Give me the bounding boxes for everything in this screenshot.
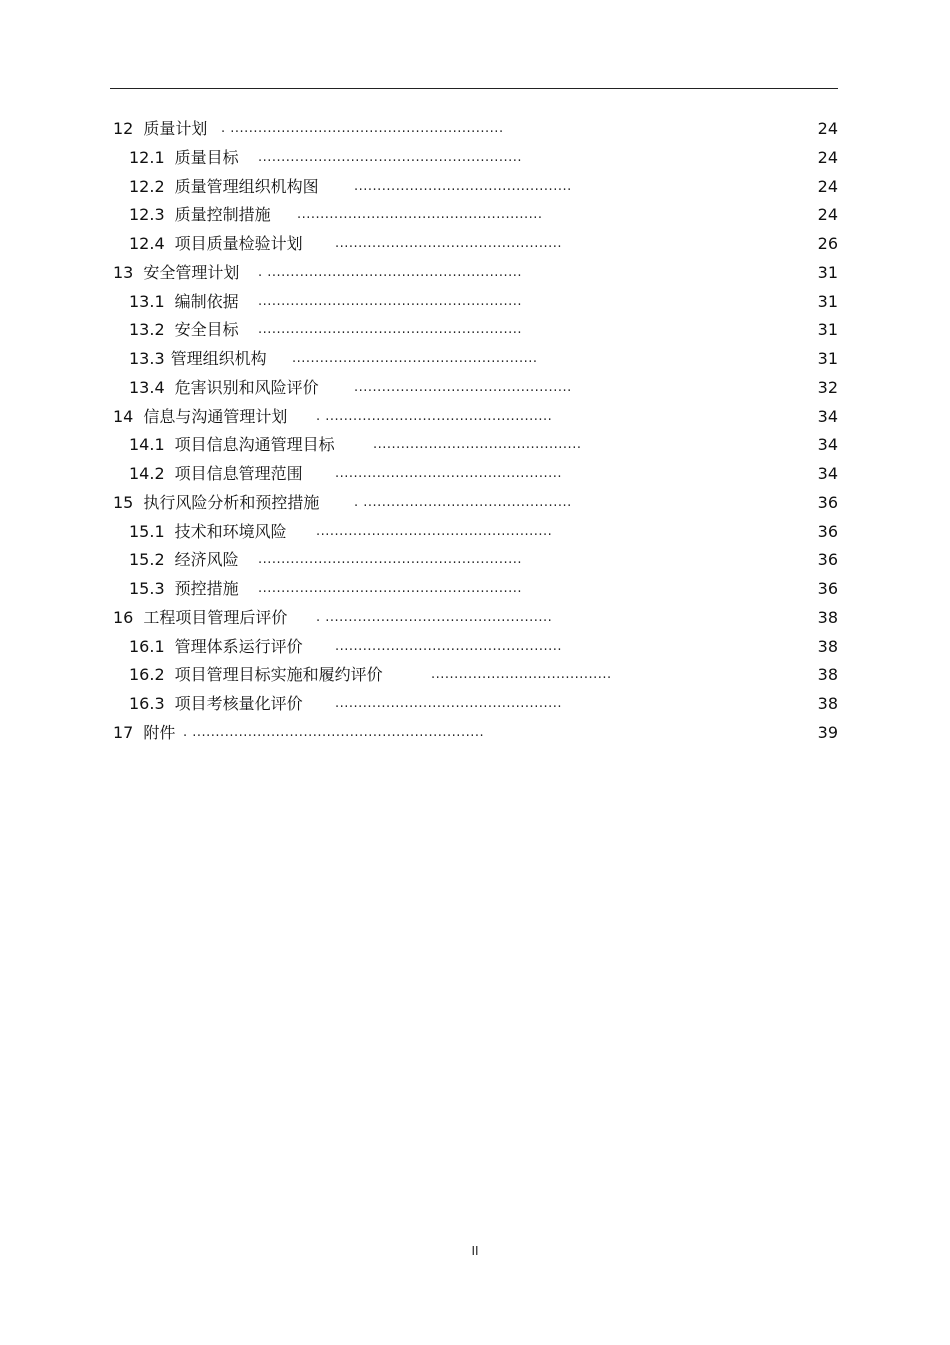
toc-entry-number: 12.2 [129,176,165,196]
toc-entry-leader: . ........................................................... [221,121,504,136]
table-of-contents [113,115,838,748]
toc-entry-title: 项目质量检验计划 [174,234,303,253]
toc-entry-number: 12 [113,119,134,138]
toc-entry-number: 14 [113,406,134,426]
toc-entry-leader: ................................................. [335,466,562,481]
toc-entry-title: 附件 [143,722,176,742]
toc-entry[interactable] [113,489,838,518]
toc-entry-title: 预控措施 [174,579,239,598]
toc-entry-page: 31 [817,320,838,340]
toc-entry[interactable] [113,115,838,144]
toc-entry[interactable] [113,690,838,719]
toc-entry[interactable] [113,719,838,748]
toc-entry-title: 工程项目管理后评价 [143,607,288,627]
toc-entry-page: 31 [817,291,838,311]
toc-entry-title: 项目管理目标实施和履约评价 [174,665,383,685]
toc-entry-number: 13 [113,262,134,282]
toc-entry[interactable] [113,604,838,633]
toc-entry-title: 技术和环境风险 [174,521,287,541]
toc-entry-page: 24 [817,176,838,196]
toc-entry-title: 项目信息管理范围 [174,464,303,483]
toc-entry-number: 14.2 [129,464,165,483]
toc-entry[interactable] [113,345,838,374]
toc-entry-page: 31 [817,262,838,282]
toc-entry-title: 质量管理组织机构图 [174,176,319,196]
toc-entry-page: 36 [817,492,838,512]
toc-entry[interactable] [113,230,838,259]
toc-entry-page: 39 [817,722,838,742]
toc-entry-leader: ..................................................... [292,351,538,366]
toc-entry-leader: ......................................................... [258,293,523,309]
toc-entry[interactable] [113,403,838,432]
toc-entry-title: 危害识别和风险评价 [174,377,319,397]
toc-entry-number: 15 [113,492,134,512]
toc-entry-title: 质量计划 [143,119,208,138]
toc-entry[interactable] [113,173,838,202]
toc-entry[interactable] [113,316,838,345]
toc-entry[interactable] [113,661,838,690]
toc-entry-page: 24 [817,205,838,225]
toc-entry-title: 质量目标 [174,147,239,167]
toc-entry-page: 34 [817,406,838,426]
toc-entry-leader: . ............................................. [354,494,572,510]
toc-entry-leader: ................................................. [335,696,562,711]
toc-entry-number: 12.3 [129,205,165,225]
toc-entry[interactable] [113,144,838,173]
toc-entry-number: 14.1 [129,435,165,455]
toc-entry-number: 16.3 [129,694,165,713]
toc-entry-leader: ......................................................... [258,149,523,165]
toc-entry-number: 13.4 [129,377,165,397]
toc-entry-leader: ............................................... [354,178,572,194]
toc-entry-number: 16 [113,607,134,627]
toc-entry-page: 24 [817,147,838,167]
toc-entry-page: 32 [817,377,838,397]
toc-entry-leader: ............................................. [373,437,582,453]
toc-entry-leader: ................................................... [316,523,553,539]
toc-entry-leader: ..................................................... [297,207,543,223]
toc-entry[interactable] [113,546,838,575]
toc-entry-leader: ................................................. [335,236,562,251]
toc-entry-leader: ............................................... [354,379,572,395]
toc-entry-page: 34 [817,435,838,455]
toc-entry-number: 13.1 [129,291,165,311]
toc-entry-number: 15.2 [129,550,165,570]
toc-entry[interactable] [113,633,838,662]
toc-entry[interactable] [113,575,838,604]
toc-entry-page: 38 [817,694,838,713]
toc-entry[interactable] [113,518,838,547]
toc-entry-page: 34 [817,464,838,483]
toc-entry-title: 项目考核量化评价 [174,694,303,713]
toc-entry-leader: ................................................. [335,638,562,654]
toc-entry-title: 项目信息沟通管理目标 [174,435,335,455]
toc-entry[interactable] [113,374,838,403]
toc-entry-title: 编制依据 [174,291,239,311]
toc-entry-leader: . ................................................. [316,408,553,424]
toc-entry-leader: ......................................................... [258,581,523,596]
toc-entry-page: 31 [817,349,838,368]
toc-entry-title: 管理体系运行评价 [174,636,303,656]
header-rule [110,88,838,89]
toc-entry[interactable] [113,431,838,460]
toc-entry-page: 36 [817,521,838,541]
toc-entry-number: 16.2 [129,665,165,685]
toc-entry-number: 13.3 [129,349,165,368]
toc-entry-leader: ......................................................... [258,322,523,338]
toc-entry-number: 17 [113,722,134,742]
toc-entry[interactable] [113,259,838,288]
toc-entry-title: 质量控制措施 [174,205,271,225]
toc-entry[interactable] [113,288,838,317]
toc-entry-number: 16.1 [129,636,165,656]
toc-entry-title: 管理组织机构 [170,349,267,368]
toc-entry-number: 12.1 [129,147,165,167]
toc-entry[interactable] [113,460,838,489]
toc-entry-leader: ....................................... [431,667,612,683]
toc-entry-title: 信息与沟通管理计划 [143,406,288,426]
toc-entry-number: 15.3 [129,579,165,598]
toc-entry-title: 安全目标 [174,320,239,340]
toc-entry-page: 26 [817,234,838,253]
toc-entry-number: 15.1 [129,521,165,541]
toc-entry-title: 执行风险分析和预控措施 [143,492,320,512]
toc-entry-page: 38 [817,636,838,656]
toc-entry[interactable] [113,201,838,230]
toc-entry-page: 36 [817,579,838,598]
toc-entry-page: 38 [817,665,838,685]
toc-entry-leader: ......................................................... [258,552,523,568]
toc-entry-leader: . ....................................................... [258,264,523,280]
toc-entry-number: 13.2 [129,320,165,340]
toc-entry-leader: . ............................................................... [183,724,485,740]
page-number-footer: II [471,1244,479,1258]
toc-entry-number: 12.4 [129,234,165,253]
toc-entry-page: 24 [817,119,838,138]
toc-entry-title: 经济风险 [174,550,239,570]
toc-entry-leader: . ................................................. [316,609,553,625]
toc-entry-page: 38 [817,607,838,627]
toc-entry-page: 36 [817,550,838,570]
toc-entry-title: 安全管理计划 [143,262,240,282]
